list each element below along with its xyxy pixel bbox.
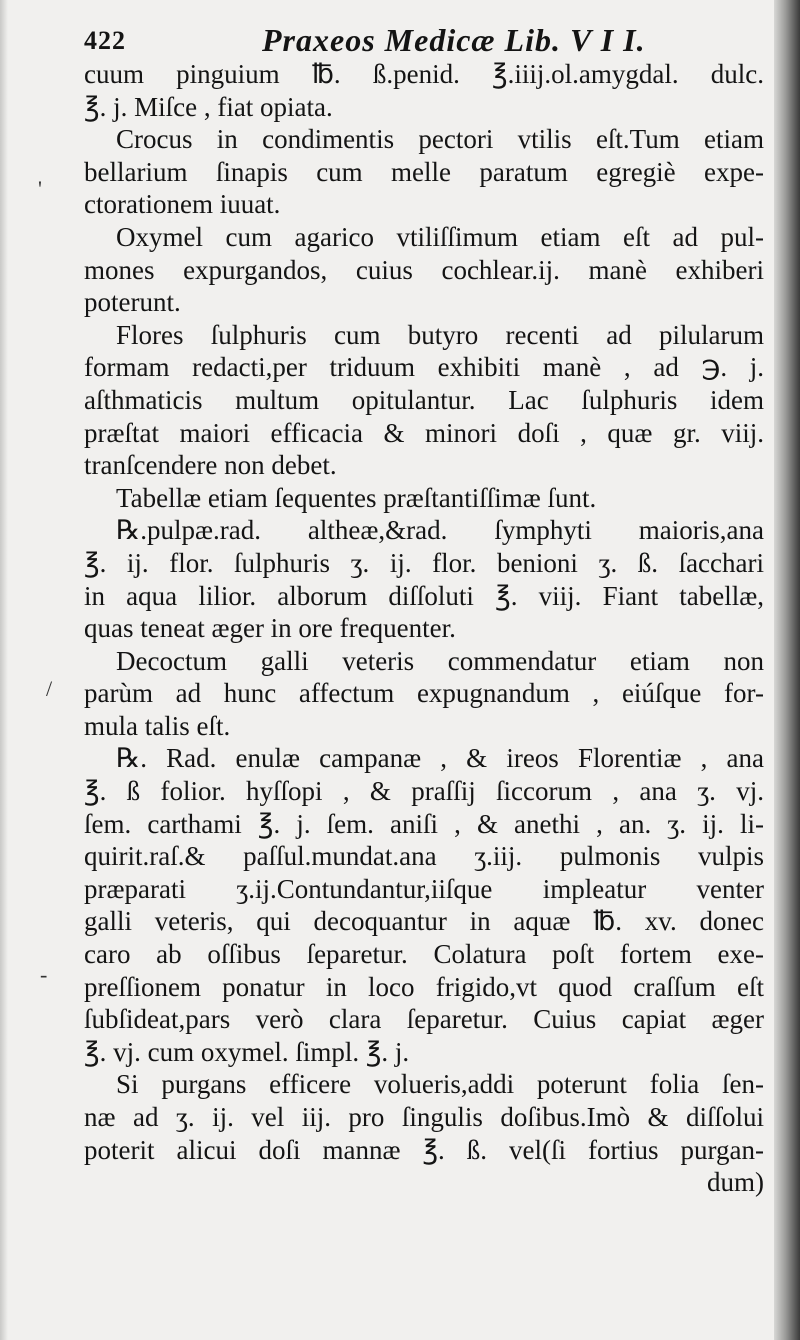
text-line: poterit alicui doſi mannæ ℥. ß. vel(ſi fortius purgan-: [84, 1134, 764, 1165]
text-line: ℥. ß folior. hyſſopi , & praſſij ſiccorum , ana ʒ. vj.: [84, 776, 764, 807]
text-line: Crocus in condimentis pectori vtilis eſt.Tum etiam: [116, 124, 764, 155]
text-line: ℥. vj. cum oxymel. ſimpl. ℥. j.: [84, 1036, 410, 1067]
margin-mark: ': [38, 176, 42, 201]
text-line: preſſionem ponatur in loco frigido,vt quod craſſum eſt: [84, 971, 764, 1002]
text-line: præparati ʒ.ij.Contundantur,iiſque impleatur venter: [84, 873, 764, 904]
text-line: parùm ad hunc affectum expugnandum , eiúſque for-: [84, 678, 764, 709]
text-line: præſtat maiori efficacia & minori doſi , quæ gr. viij.: [84, 417, 764, 448]
text-line: poterunt.: [84, 287, 181, 318]
text-line: bellarium ſinapis cum melle paratum egregiè expe-: [84, 156, 764, 187]
text-line: Oxymel cum agarico vtiliſſimum etiam eſt ad pul-: [116, 221, 764, 252]
text-line: Flores ſulphuris cum butyro recenti ad pilularum: [116, 319, 764, 350]
text-line: formam redacti,per triduum exhibiti manè , ad ℈. j.: [84, 352, 764, 383]
text-line: ℥. j. Miſce , fiat opiata.: [84, 91, 333, 122]
text-line: Decoctum galli veteris commendatur etiam non: [116, 645, 764, 676]
text-line: Tabellæ etiam ſequentes præſtantiſſimæ ſunt.: [116, 482, 597, 513]
running-title: Praxeos Medicæ Lib. V I I.: [262, 22, 646, 58]
text-line: cuum pinguium ℔. ß.penid. ℥.iiij.ol.amygdal. dulc.: [84, 59, 764, 89]
page-number: 422: [84, 26, 126, 55]
text-line: quas teneat æger in ore frequenter.: [84, 613, 456, 644]
text-line: næ ad ʒ. ij. vel iij. pro ſingulis doſibus.Imò & diſſolui: [84, 1102, 764, 1132]
text-line: tranſcendere non debet.: [84, 450, 337, 481]
text-line: ctorationem iuuat.: [84, 189, 281, 220]
margin-mark: -: [40, 962, 48, 987]
text-line: ℞. Rad. enulæ campanæ , & ireos Florentiæ , ana: [116, 743, 764, 774]
text-line: mula talis eſt.: [84, 710, 231, 741]
text-line: ℞.pulpæ.rad. altheæ,&rad. ſymphyti maioris,ana: [116, 515, 764, 546]
body-text: [84, 58, 764, 1199]
text-line: ſubſideat,pars verò clara ſeparetur. Cuius capiat æger: [84, 1004, 764, 1035]
text-line: galli veteris, qui decoquantur in aquæ ℔. xv. donec: [84, 906, 764, 937]
text-line: caro ab oſſibus ſeparetur. Colatura poſt fortem exe-: [84, 939, 764, 970]
text-line: quirit.raſ.& paſſul.mundat.ana ʒ.iij. pulmonis vulpis: [84, 841, 764, 872]
text-line: dum): [707, 1167, 764, 1198]
text-line: in aqua lilior. alborum diſſoluti ℥. viij. Fiant tabellæ,: [84, 580, 764, 611]
text-line: ℥. ij. flor. ſulphuris ʒ. ij. flor. benioni ʒ. ß. ſacchari: [84, 547, 764, 578]
text-line: aſthmaticis multum opitulantur. Lac ſulphuris idem: [84, 384, 764, 415]
page-header: [84, 20, 764, 60]
left-page-edge: [0, 0, 8, 1340]
margin-mark: /: [46, 676, 53, 701]
text-line: ſem. carthami ℥. j. ſem. aniſi , & anethi , an. ʒ. ij. li-: [84, 808, 764, 839]
text-line: mones expurgandos, cuius cochlear.ij. manè exhiberi: [84, 254, 764, 285]
binding-gutter: [774, 0, 800, 1340]
text-line: Si purgans efficere volueris,addi poterunt folia ſen-: [116, 1069, 764, 1100]
